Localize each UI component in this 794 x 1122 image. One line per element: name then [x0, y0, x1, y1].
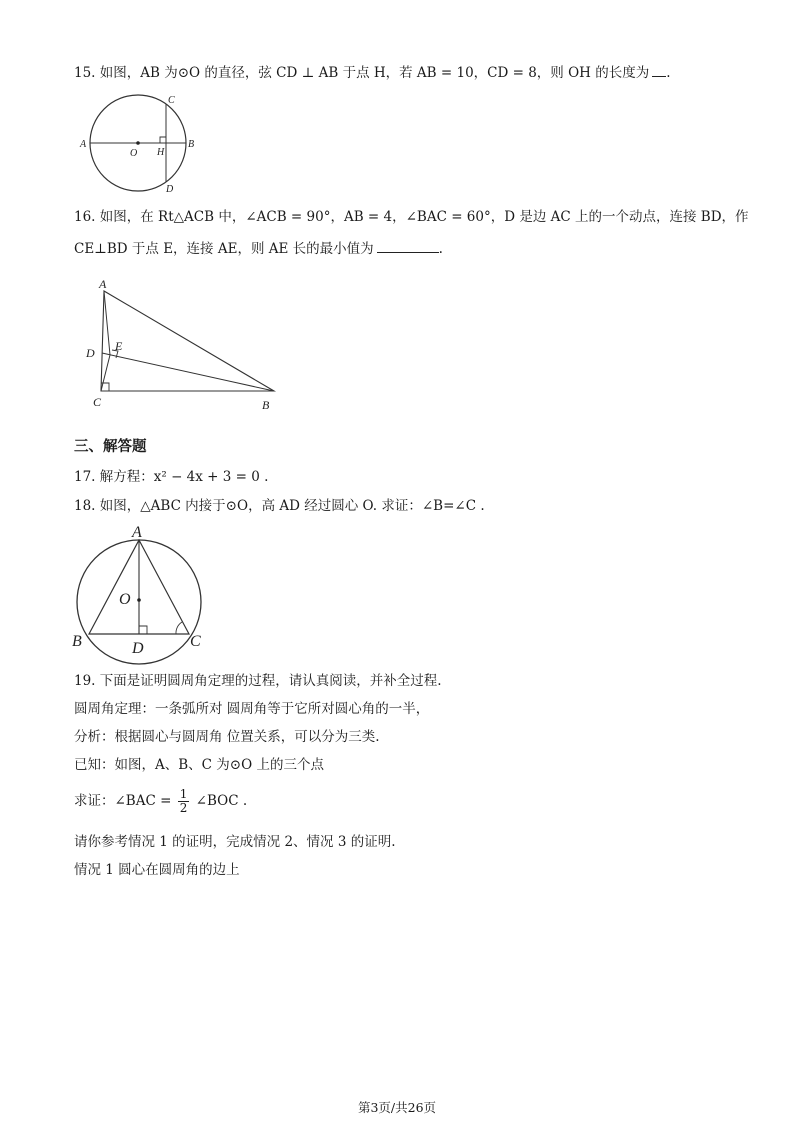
q15-label-d: D: [166, 184, 174, 195]
q15-text: [74, 62, 671, 82]
q18-label-a: A: [132, 524, 142, 541]
q19-case1: 情况 1 圆心在圆周角的边上: [74, 862, 240, 878]
q19-analysis: 分析：根据圆心与圆周角 位置关系，可以分为三类.: [74, 729, 380, 745]
q19-instruction: 请你参考情况 1 的证明，完成情况 2、情况 3 的证明.: [74, 834, 396, 850]
q16-label-d: D: [86, 346, 95, 360]
q19-fraction: [178, 788, 190, 815]
q19-frac-den: 2: [179, 801, 188, 815]
q18-center-dot: [137, 598, 141, 602]
q16-answer-blank[interactable]: [377, 238, 439, 253]
q15-figure: [80, 88, 210, 198]
q18-label-o: O: [119, 591, 131, 608]
q19-given: 已知：如图，A、B、C 为⊙O 上的三个点: [74, 757, 324, 773]
q15-label-a: A: [80, 139, 87, 150]
q15-center-dot: [136, 141, 140, 145]
q18-label-b: B: [72, 633, 82, 650]
q17-text: 17. 解方程：x² − 4x + 3 = 0 .: [74, 469, 269, 485]
q16-figure: [84, 278, 284, 413]
q18-figure: [68, 522, 218, 662]
q16-end: .: [438, 241, 443, 257]
q16-label-c: C: [93, 395, 102, 409]
q16-triangle-acb: [101, 291, 274, 391]
q15-label-h: H: [157, 147, 165, 158]
q19-theorem: 圆周角定理：一条弧所对 圆周角等于它所对圆心角的一半，: [74, 701, 430, 717]
q16-stem: CE⊥BD 于点 E，连接 AE，则 AE 长的最小值为: [74, 241, 374, 257]
q19-frac-num: 1: [179, 787, 188, 801]
q16-segment-ae: [104, 291, 110, 355]
q15-end: .: [666, 65, 671, 81]
q19-prove-suffix: ∠BOC .: [195, 793, 248, 809]
q18-text: 18. 如图，△ABC 内接于⊙O，高 AD 经过圆心 O. 求证：∠B=∠C .: [74, 498, 485, 514]
q15-answer-blank[interactable]: [652, 62, 666, 77]
q16-label-a: A: [99, 277, 107, 291]
q16-line1: 16. 如图，在 Rt△ACB 中，∠ACB = 90°，AB = 4，∠BAC = 60°，D 是边 AC 上的一个动点，连接 BD，作: [74, 209, 749, 225]
q15-label-b: B: [188, 139, 195, 150]
q19-prove: [74, 788, 247, 815]
q16-label-b: B: [262, 398, 270, 412]
q15-label-o: O: [130, 148, 138, 159]
q16-label-e: E: [115, 339, 123, 353]
q15-label-c: C: [168, 95, 175, 106]
page-footer: 第3页/共26页: [357, 1100, 437, 1115]
q18-angle-c-arc: [176, 622, 182, 634]
q19-prove-prefix: 求证：∠BAC =: [74, 793, 172, 809]
q18-label-d: D: [132, 640, 144, 657]
q15-right-angle: [160, 137, 166, 143]
q16-segment-bd: [102, 353, 274, 391]
q18-label-c: C: [190, 633, 201, 650]
q16-line2: [74, 238, 443, 258]
section-title: 三、解答题: [74, 438, 147, 455]
q19-intro: 19. 下面是证明圆周角定理的过程，请认真阅读，并补全过程.: [74, 673, 442, 689]
q18-right-angle: [139, 626, 147, 634]
q15-stem: 15. 如图，AB 为⊙O 的直径，弦 CD ⊥ AB 于点 H，若 AB = 10，CD = 8，则 OH 的长度为: [74, 65, 650, 81]
